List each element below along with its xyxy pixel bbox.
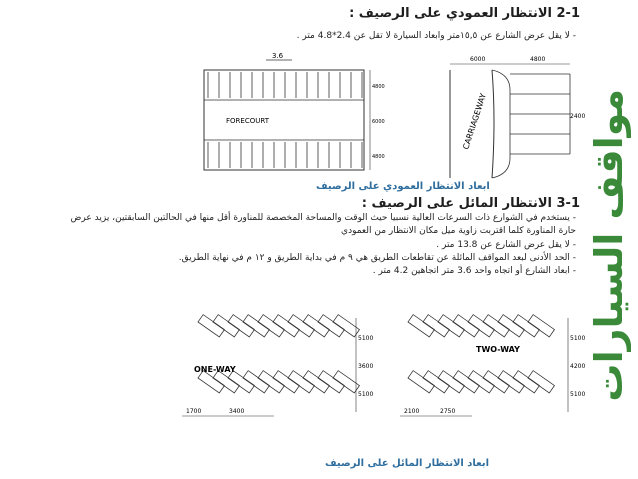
angled-stall: [198, 315, 224, 337]
angled-stall: [273, 315, 299, 337]
fig2-right-label-h1: 5100: [570, 335, 586, 342]
section2-bullet-3: - الحد الأدنى لبعد المواقف المائلة عن تقاطعات الطريق هي ٩ م في بداية الطريق و ١٢ م في نهاية الطريق.: [178, 253, 576, 263]
section2-heading: 3-1 الانتظار المائل على الرصيف :: [361, 196, 580, 211]
angled-stall: [318, 315, 344, 337]
angled-stall: [498, 371, 524, 393]
angled-stall: [423, 315, 449, 337]
angled-stall: [468, 371, 494, 393]
fig2-left-label-h3: 5100: [358, 391, 374, 398]
angled-stall: [258, 315, 284, 337]
angled-stall: [468, 315, 494, 337]
angled-stall: [498, 315, 524, 337]
angled-stall: [243, 371, 269, 393]
fig1-right-label-d: 2400: [570, 113, 586, 120]
angled-stall: [213, 315, 239, 337]
fig1-right-label-w1: 6000: [470, 56, 486, 63]
fig1-right-label-w2: 4800: [530, 56, 546, 63]
figure1-left-diagram: [196, 50, 386, 175]
angled-stall: [513, 371, 539, 393]
angled-stall: [483, 315, 509, 337]
side-title: مواقف السيارات: [587, 88, 631, 402]
angled-stall: [528, 315, 554, 337]
section1-heading: 2-1 الانتظار العمودي على الرصيف :: [349, 6, 580, 21]
angled-stall: [528, 371, 554, 393]
figure2-caption: ابعاد الانتظار المائل على الرصيف: [325, 458, 490, 469]
angled-stall: [438, 315, 464, 337]
angled-stall: [228, 315, 254, 337]
fig1-right-label-road: CARRIAGEWAY: [461, 92, 488, 151]
angled-stall: [303, 315, 329, 337]
angled-stall: [513, 315, 539, 337]
fig1-left-label-forecourt: FORECOURT: [226, 117, 269, 125]
fig2-right-label-h3: 5100: [570, 391, 586, 398]
fig2-left-label-a: 1700: [186, 408, 202, 415]
figure1-right-diagram: [410, 50, 590, 180]
fig2-right-label-h2: 4200: [570, 363, 586, 370]
section1-bullet: - لا يقل عرض الشارع عن ١٥,٥متر وابعاد السيارة لا تقل عن 2.4*4.8 متر .: [296, 31, 576, 41]
figure2-left-diagram: [174, 312, 379, 422]
angled-stall: [483, 371, 509, 393]
fig1-left-label-d1: 4800: [372, 84, 385, 90]
fig2-left-label-road: ONE-WAY: [194, 365, 236, 374]
angled-stall: [453, 315, 479, 337]
angled-stall: [318, 371, 344, 393]
angled-stall: [258, 371, 284, 393]
angled-stall: [423, 371, 449, 393]
angled-stall: [303, 371, 329, 393]
fig2-left-label-b: 3400: [229, 408, 245, 415]
figure2-right-diagram: [392, 312, 592, 422]
angled-stall: [438, 371, 464, 393]
angled-stall: [288, 315, 314, 337]
fig1-left-label-d3: 4800: [372, 154, 385, 160]
angled-stall: [453, 371, 479, 393]
section2-bullet-4: - ابعاد الشارع أو اتجاه واحد 3.6 متر اتجاهين 4.2 متر .: [372, 266, 576, 276]
angled-stall: [333, 315, 359, 337]
fig2-right-label-b: 2750: [440, 408, 456, 415]
section2-bullet-1: - يستخدم في الشوارع ذات السرعات العالية نسبيا حيث الوقت والمساحة المخصصة للمناورة أقل منها في الحالتين السابقتين، يزيد عرض حارة المناورة كلما اقتربت زاوية ميل مكان الانتظار من العمودي: [70, 213, 576, 236]
fig2-right-label-road: TWO-WAY: [476, 345, 520, 354]
angled-stall: [408, 315, 434, 337]
section2-bullet-2: - لا يقل عرض الشارع عن 13.8 متر .: [436, 240, 576, 250]
fig2-left-label-h1: 5100: [358, 335, 374, 342]
fig1-left-label-top: 3.6: [272, 52, 284, 60]
angled-stall: [288, 371, 314, 393]
angled-stall: [243, 315, 269, 337]
figure1-caption: ابعاد الانتظار العمودي على الرصيف: [316, 181, 490, 192]
fig2-right-label-a: 2100: [404, 408, 420, 415]
fig2-left-label-h2: 3600: [358, 363, 374, 370]
angled-stall: [408, 371, 434, 393]
angled-stall: [273, 371, 299, 393]
angled-stall: [333, 371, 359, 393]
fig1-left-label-d2: 6000: [372, 119, 385, 125]
